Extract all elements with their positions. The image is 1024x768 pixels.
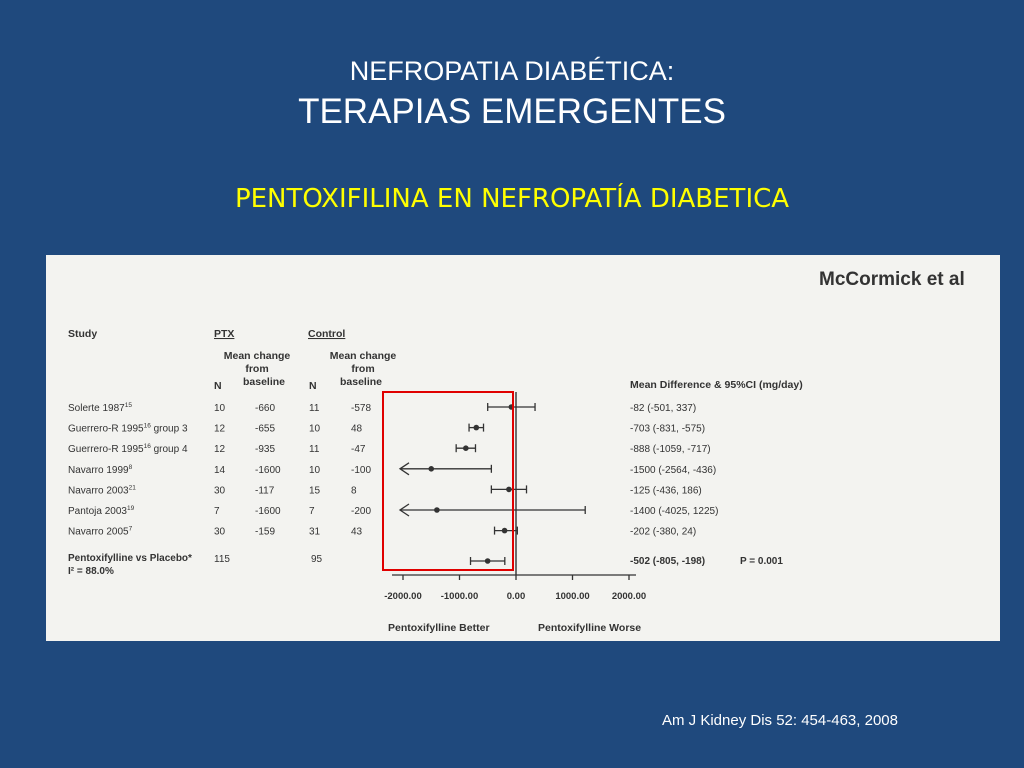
- effect-label: -125 (-436, 186): [630, 485, 702, 497]
- effect-label: -703 (-831, -575): [630, 423, 706, 435]
- x-axis-left-label: Pentoxifylline Better: [388, 622, 490, 634]
- study-row: [68, 464, 716, 476]
- study-point-estimate: [428, 466, 434, 472]
- slide-title-line1: NEFROPATIA DIABÉTICA:: [349, 56, 675, 86]
- study-name: Navarro 1999$^8$: [68, 463, 133, 476]
- study-name: Navarro 2003$^{21}$: [68, 484, 136, 497]
- ptx-mean-change: -117: [255, 485, 275, 497]
- study-name: Guerrero-R 1995$^{16}$ group 3: [68, 422, 188, 435]
- ptx-n: 7: [214, 506, 220, 517]
- x-axis-right-label: Pentoxifylline Worse: [538, 622, 642, 634]
- ptx-n: 10: [214, 403, 226, 414]
- ptx-n: 14: [214, 464, 226, 476]
- header-study: Study: [68, 328, 98, 340]
- figure-author-label: McCormick et al: [819, 269, 965, 290]
- study-name: Navarro 2005$^7$: [68, 525, 133, 538]
- control-mean-change: 48: [351, 423, 363, 435]
- header-effect: Mean Difference & 95%CI (mg/day): [630, 379, 803, 391]
- pooled-row: [68, 553, 783, 577]
- effect-label: -1500 (-2564, -436): [630, 464, 717, 476]
- study-row: [68, 443, 711, 455]
- header-control: Control: [308, 328, 346, 340]
- study-row: [68, 484, 702, 496]
- effect-label: -82 (-501, 337): [630, 403, 697, 414]
- ptx-mean-change: -1600: [255, 506, 281, 517]
- effect-label: -202 (-380, 24): [630, 526, 697, 538]
- ptx-mean-change: -660: [255, 403, 276, 414]
- ptx-mean-change: -655: [255, 423, 276, 435]
- pooled-control-n: 95: [311, 554, 323, 565]
- pooled-effect-label: -502 (-805, -198): [630, 556, 706, 567]
- header-ctl-n: N: [309, 380, 317, 392]
- ptx-n: 30: [214, 526, 226, 538]
- ptx-mean-change: -159: [255, 526, 276, 538]
- citation: Am J Kidney Dis 52: 454-463, 2008: [662, 712, 898, 729]
- x-tick-label: -2000.00: [384, 591, 422, 602]
- study-row: [68, 505, 718, 517]
- forest-plot: [46, 255, 1000, 641]
- control-mean-change: -100: [351, 464, 372, 476]
- study-row: [68, 423, 705, 435]
- control-n: 7: [309, 506, 315, 517]
- control-n: 31: [309, 526, 321, 538]
- slide-title-line2: TERAPIAS EMERGENTES: [298, 92, 726, 131]
- study-point-estimate: [502, 528, 508, 534]
- ptx-mean-change: -1600: [255, 464, 281, 476]
- header-ptx-mean-change-3: baseline: [242, 376, 286, 388]
- ptx-n: 12: [214, 423, 226, 435]
- x-tick-label: -1000.00: [440, 591, 479, 602]
- highlight-box: [383, 392, 513, 570]
- x-axis: [384, 575, 646, 634]
- plot-area: [400, 392, 585, 575]
- study-point-estimate: [434, 507, 440, 513]
- study-name: Guerrero-R 1995$^{16}$ group 4: [68, 443, 188, 456]
- x-tick-label: 0.00: [506, 591, 526, 602]
- p-value: P = 0.001: [740, 556, 783, 567]
- control-mean-change: 8: [351, 485, 357, 497]
- control-mean-change: 43: [351, 526, 363, 538]
- study-rows: [68, 402, 783, 577]
- study-point-estimate: [463, 445, 469, 451]
- effect-label: -888 (-1059, -717): [630, 444, 711, 456]
- control-mean-change: -47: [351, 444, 366, 456]
- x-tick-label: 1000.00: [555, 591, 590, 602]
- study-point-estimate: [473, 425, 479, 431]
- control-n: 10: [309, 423, 321, 435]
- pooled-label: Pentoxifylline vs Placebo*: [68, 553, 192, 564]
- header-ptx-mean-change-1: Mean change: [223, 350, 291, 362]
- header-ptx-n: N: [214, 380, 222, 392]
- pooled-point-estimate: [485, 558, 491, 564]
- header-ptx: PTX: [214, 328, 235, 340]
- control-n: 11: [309, 403, 320, 414]
- control-n: 10: [309, 464, 321, 476]
- study-name: Pantoja 2003$^{19}$: [68, 505, 135, 517]
- forest-plot-figure: [46, 255, 1000, 641]
- pooled-ptx-n: 115: [214, 554, 230, 565]
- control-n: 11: [309, 444, 320, 456]
- control-n: 15: [309, 485, 321, 497]
- study-point-estimate: [506, 487, 512, 493]
- header-ctl-mean-change-3: baseline: [339, 376, 383, 388]
- ptx-mean-change: -935: [255, 444, 276, 456]
- control-mean-change: -578: [351, 403, 372, 414]
- ptx-n: 12: [214, 444, 226, 456]
- x-tick-label: 2000.00: [611, 591, 647, 602]
- slide-subtitle: PENTOXIFILINA EN NEFROPATÍA DIABETICA: [234, 184, 790, 214]
- heterogeneity-label: I² = 88.0%: [68, 566, 114, 577]
- header-ctl-mean-change-2: from: [351, 363, 375, 375]
- effect-label: -1400 (-4025, 1225): [630, 506, 719, 517]
- ptx-n: 30: [214, 485, 226, 497]
- header-ptx-mean-change-2: from: [245, 363, 269, 375]
- header-ctl-mean-change-1: Mean change: [329, 350, 397, 362]
- control-mean-change: -200: [351, 506, 372, 517]
- study-name: Solerte 1987$^{15}$: [68, 402, 132, 414]
